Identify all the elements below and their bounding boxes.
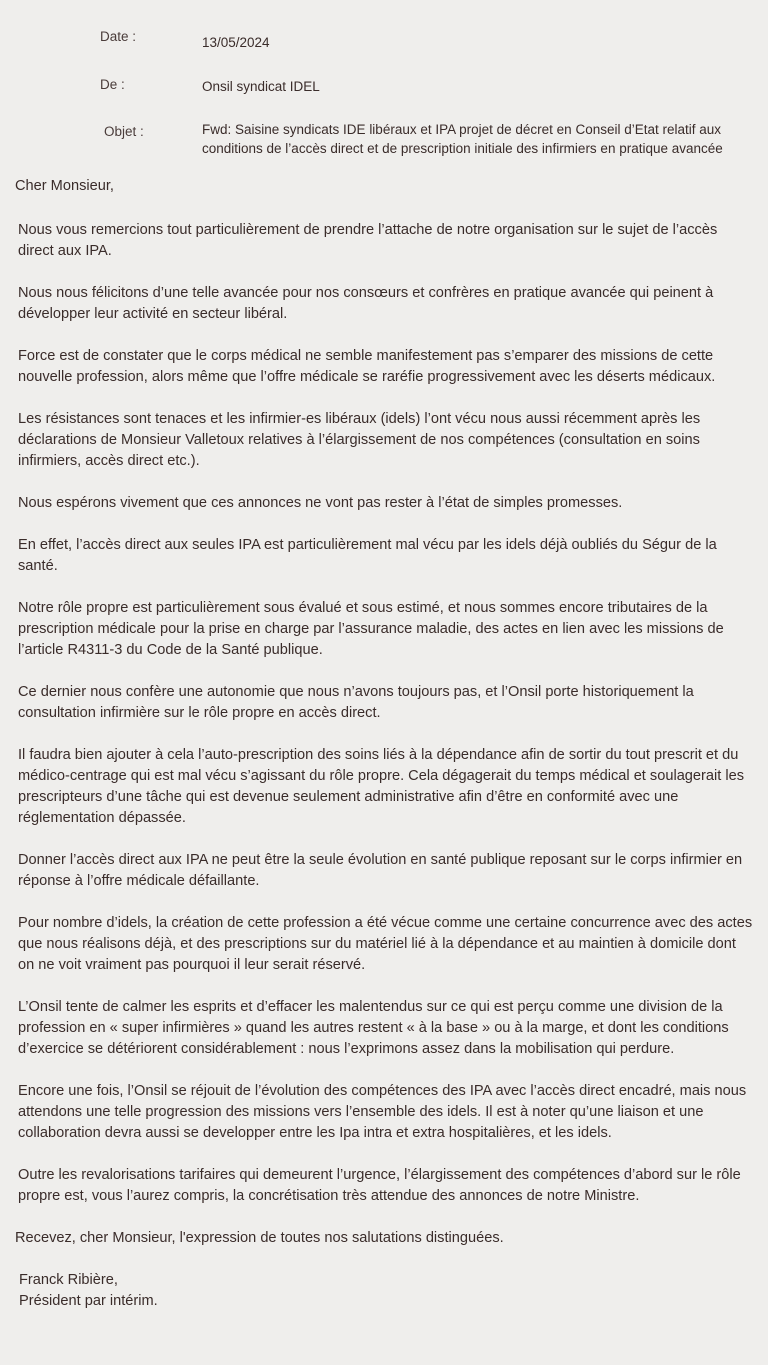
paragraph: En effet, l’accès direct aux seules IPA est particulièrement mal vécu par les idels déjà oubliés du Ségur de la santé. [18,537,717,574]
paragraph: Outre les revalorisations tarifaires qui demeurent l’urgence, l’élargissement des compétences d’abord sur le rôle propre est, vous l’aurez compris, la concrétisation très attendue des annonces de notre Ministre. [18,1167,741,1204]
letter-body [15,176,753,1312]
paragraph: Il faudra bien ajouter à cela l’auto-prescription des soins liés à la dépendance afin de sortir du tout prescrit et du médico-centrage qui est mal vécu s’agissant du rôle propre. Cela dégagerait du temps médical et soulagerait les prescripteurs d’une tâche qui est devenue seulement administrative afin d’être en conformité avec une réglementation dépassée. [18,747,745,826]
paragraph: Nous nous félicitons d’une telle avancée pour nos consœurs et confrères en pratique avancée qui peinent à développer leur activité en secteur libéral. [18,285,714,322]
signature-title: Président par intérim. [19,1293,158,1309]
paragraph: Donner l’accès direct aux IPA ne peut être la seule évolution en santé publique reposant sur le corps infirmier en réponse à l’offre médicale défaillante. [18,852,743,889]
subject-label: Objet : [104,124,144,139]
paragraph: Ce dernier nous confère une autonomie que nous n’avons toujours pas, et l’Onsil porte historiquement la consultation infirmière sur le rôle propre en accès direct. [18,684,694,721]
paragraph: Force est de constater que le corps médical ne semble manifestement pas s’emparer des missions de cette nouvelle profession, alors même que l’offre médicale se raréfie progressivement avec les déserts médicaux. [18,348,716,385]
date-label: Date : [100,29,137,44]
paragraph: Nous espérons vivement que ces annonces ne vont pas rester à l’état de simples promesses. [18,495,623,511]
paragraph: Notre rôle propre est particulièrement sous évalué et sous estimé, et nous sommes encore tributaires de la prescription médicale pour la prise en charge par l’assurance maladie, des actes en lien avec les missions de l’article R4311-3 du Code de la Santé publique. [18,600,724,658]
salutation: Cher Monsieur, [15,178,114,194]
subject-value: Fwd: Saisine syndicats IDE libéraux et IPA projet de décret en Conseil d’Etat relatif aux conditions de l’accès direct et de prescription initiale des infirmiers en pratique avancée [202,122,723,156]
signature-name: Franck Ribière, [19,1272,118,1288]
paragraph: Pour nombre d’idels, la création de cette profession a été vécue comme une certaine concurrence avec des actes que nous réalisons déjà, et des prescriptions sur du matériel lié à la dépendance et au maintien à domicile dont on ne voit vraiment pas pourquoi il leur serait réservé. [18,915,753,973]
paragraph: Encore une fois, l’Onsil se réjouit de l’évolution des compétences des IPA avec l’accès direct encadré, mais nous attendons une telle progression des missions vers l’ensemble des idels. Il est à noter qu’une liaison et une collaboration devra aussi se developper entre les Ipa intra et extra hospitalières, et les idels. [18,1083,747,1141]
paragraph: L’Onsil tente de calmer les esprits et d’effacer les malentendus sur ce qui est perçu comme une division de la profession en « super infirmières » quand les autres restent « à la base » ou à la marge, et dont les conditions d’exercice se détériorent considérablement : nous l’exprimons assez dans la mobilisation qui perdure. [18,999,729,1057]
paragraph: Nous vous remercions tout particulièrement de prendre l’attache de notre organisation sur le sujet de l’accès direct aux IPA. [18,222,718,259]
closing-formula: Recevez, cher Monsieur, l'expression de toutes nos salutations distinguées. [15,1230,504,1246]
date-value: 13/05/2024 [202,35,270,50]
paragraph: Les résistances sont tenaces et les infirmier-es libéraux (idels) l’ont vécu nous aussi récemment après les déclarations de Monsieur Valletoux relatives à l’élargissement de nos compétences (consultation en soins infirmiers, accès direct etc.). [18,411,701,469]
signature-block [15,1270,753,1312]
from-label: De : [100,77,125,92]
from-value: Onsil syndicat IDEL [202,79,320,94]
